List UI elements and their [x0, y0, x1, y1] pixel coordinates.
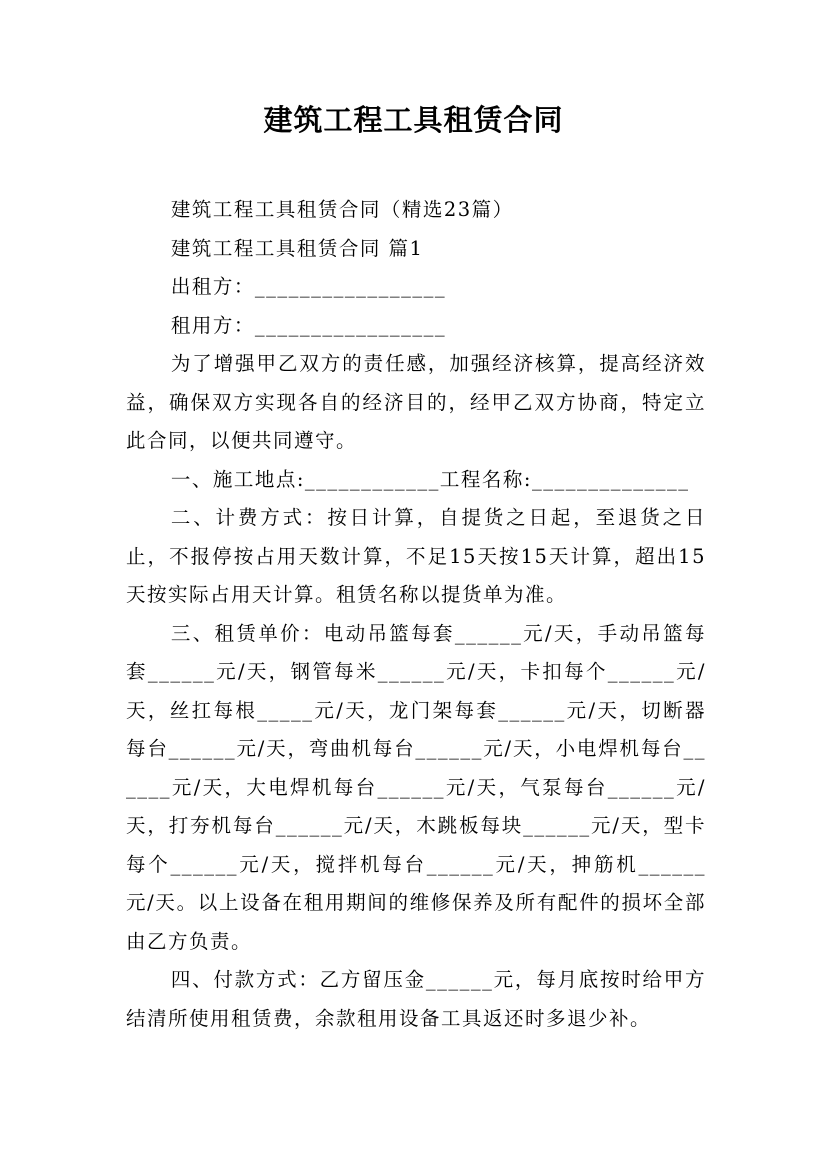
section-heading: 建筑工程工具租赁合同 篇1 [170, 236, 424, 260]
clause-payment: 四、付款方式：乙方留压金______元，每月底按时给甲方结清所使用租赁费，余款租用设备工具返还时多退少补。 [126, 968, 706, 1030]
clause-location: 一、施工地点:____________工程名称:______________ [170, 467, 690, 491]
document-title: 建筑工程工具租赁合同 [263, 103, 564, 137]
lessee-line: 租用方：_________________ [170, 313, 447, 337]
document-body [126, 191, 706, 1038]
clause-unit-price: 三、租赁单价：电动吊篮每套______元/天，手动吊篮每套______元/天，钢管每米______元/天，卡扣每个______元/天，丝扛每根_____元/天，龙门架每套______元/天，切断器每台______元/天，弯曲机每台______元/天，小电焊机每台______元/天，大电焊机每台______元/天，气泵每台______元/天，打夯机每台______元/天，木跳板每块______元/天，型卡每个______元/天，搅拌机每台______元/天，抻筋机______元/天。以上设备在租用期间的维修保养及所有配件的损坏全部由乙方负责。 [126, 621, 706, 953]
preamble-paragraph: 为了增强甲乙双方的责任感，加强经济核算，提高经济效益，确保双方实现各自的经济目的，经甲乙双方协商，特定立此合同，以便共同遵守。 [126, 352, 706, 452]
document-subtitle: 建筑工程工具租赁合同（精选23篇） [170, 198, 514, 221]
clause-billing: 二、计费方式：按日计算，自提货之日起，至退货之日止，不报停按占用天数计算，不足15天按15天计算，超出15天按实际占用天计算。租赁名称以提货单为准。 [126, 506, 706, 606]
lessor-line: 出租方：_________________ [170, 275, 447, 298]
